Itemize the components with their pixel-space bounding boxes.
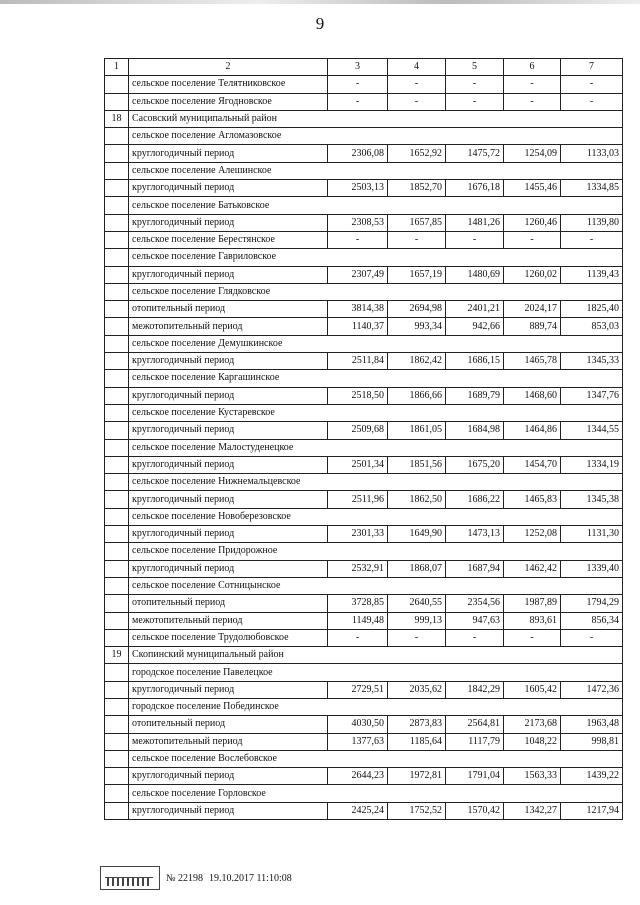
row-label: сельское поселение Берестянское: [129, 231, 328, 248]
row-number-cell: [105, 560, 129, 577]
value-cell: 1139,43: [561, 266, 623, 283]
row-number-cell: [105, 370, 129, 387]
settlement-name: сельское поселение Алешинское: [129, 162, 623, 179]
row-label: межотопительный период: [129, 733, 328, 750]
value-cell: 1686,22: [446, 491, 504, 508]
value-cell: 4030,50: [328, 716, 388, 733]
settlement-name: сельское поселение Сотницынское: [129, 577, 623, 594]
table-row: [105, 629, 623, 646]
table-row: [105, 266, 623, 283]
value-cell: 1825,40: [561, 301, 623, 318]
table-row: [105, 595, 623, 612]
row-number-cell: [105, 301, 129, 318]
value-cell: 1252,08: [504, 526, 561, 543]
value-cell: 853,03: [561, 318, 623, 335]
settlement-name: сельское поселение Глядковское: [129, 283, 623, 300]
settlement-name: сельское поселение Горловское: [129, 785, 623, 802]
settlement-name: сельское поселение Каргашинское: [129, 370, 623, 387]
settlement-name: городское поселение Павелецкое: [129, 664, 623, 681]
row-number-cell: [105, 93, 129, 110]
row-label: межотопительный период: [129, 318, 328, 335]
row-label: круглогодичный период: [129, 526, 328, 543]
value-cell: 3814,38: [328, 301, 388, 318]
value-cell: -: [446, 231, 504, 248]
row-number-cell: [105, 422, 129, 439]
value-cell: 2509,68: [328, 422, 388, 439]
value-cell: 2640,55: [388, 595, 446, 612]
row-number-cell: [105, 716, 129, 733]
value-cell: 1791,04: [446, 768, 504, 785]
settlement-row: [105, 335, 623, 352]
value-cell: -: [388, 76, 446, 93]
value-cell: 2425,24: [328, 802, 388, 819]
value-cell: -: [504, 629, 561, 646]
row-number-cell: [105, 162, 129, 179]
row-label: круглогодичный период: [129, 456, 328, 473]
value-cell: 2873,83: [388, 716, 446, 733]
value-cell: 2511,84: [328, 353, 388, 370]
value-cell: 1260,02: [504, 266, 561, 283]
value-cell: 2024,17: [504, 301, 561, 318]
settlement-name: сельское поселение Демушкинское: [129, 335, 623, 352]
value-cell: 1345,38: [561, 491, 623, 508]
row-number-cell: [105, 145, 129, 162]
value-cell: 1117,79: [446, 733, 504, 750]
row-number-cell: [105, 283, 129, 300]
district-number: 18: [105, 110, 129, 127]
value-cell: -: [388, 629, 446, 646]
value-cell: 1852,70: [388, 180, 446, 197]
table-row: [105, 681, 623, 698]
document-number: № 22198: [166, 872, 204, 884]
header-cell: 7: [561, 59, 623, 76]
row-number-cell: [105, 249, 129, 266]
settlement-row: [105, 162, 623, 179]
value-cell: -: [328, 629, 388, 646]
settlement-name: сельское поселение Агломазовское: [129, 128, 623, 145]
value-cell: 2308,53: [328, 214, 388, 231]
row-number-cell: [105, 353, 129, 370]
value-cell: 1475,72: [446, 145, 504, 162]
settlement-row: [105, 785, 623, 802]
row-label: круглогодичный период: [129, 802, 328, 819]
table-row: [105, 716, 623, 733]
settlement-row: [105, 474, 623, 491]
table-row: [105, 76, 623, 93]
row-number-cell: [105, 76, 129, 93]
value-cell: 2694,98: [388, 301, 446, 318]
row-number-cell: [105, 733, 129, 750]
value-cell: -: [446, 629, 504, 646]
table-row: [105, 491, 623, 508]
table-row: [105, 180, 623, 197]
header-row: [105, 59, 623, 76]
government-building-logo-icon: [100, 866, 160, 890]
value-cell: 947,63: [446, 612, 504, 629]
value-cell: 1334,85: [561, 180, 623, 197]
row-label: круглогодичный период: [129, 387, 328, 404]
value-cell: 998,81: [561, 733, 623, 750]
table-row: [105, 560, 623, 577]
settlement-row: [105, 128, 623, 145]
value-cell: 1454,70: [504, 456, 561, 473]
row-number-cell: [105, 595, 129, 612]
value-cell: -: [504, 93, 561, 110]
row-number-cell: [105, 404, 129, 421]
value-cell: 1649,90: [388, 526, 446, 543]
settlement-row: [105, 543, 623, 560]
row-number-cell: [105, 802, 129, 819]
row-number-cell: [105, 456, 129, 473]
value-cell: 1861,05: [388, 422, 446, 439]
settlement-name: сельское поселение Придорожное: [129, 543, 623, 560]
value-cell: -: [561, 629, 623, 646]
timestamp: 19.10.2017 11:10:08: [209, 872, 292, 884]
table-row: [105, 733, 623, 750]
row-label: сельское поселение Трудолюбовское: [129, 629, 328, 646]
value-cell: 2644,23: [328, 768, 388, 785]
value-cell: 1140,37: [328, 318, 388, 335]
value-cell: 1657,19: [388, 266, 446, 283]
row-label: отопительный период: [129, 301, 328, 318]
table-row: [105, 318, 623, 335]
value-cell: 2354,56: [446, 595, 504, 612]
value-cell: 1862,50: [388, 491, 446, 508]
district-name: Скопинский муниципальный район: [129, 647, 623, 664]
district-name: Сасовский муниципальный район: [129, 110, 623, 127]
value-cell: 1689,79: [446, 387, 504, 404]
value-cell: 1963,48: [561, 716, 623, 733]
value-cell: 2301,33: [328, 526, 388, 543]
footer: [100, 866, 292, 890]
row-number-cell: [105, 768, 129, 785]
value-cell: 1862,42: [388, 353, 446, 370]
value-cell: 2401,21: [446, 301, 504, 318]
value-cell: 1139,80: [561, 214, 623, 231]
row-label: отопительный период: [129, 716, 328, 733]
row-number-cell: [105, 231, 129, 248]
value-cell: -: [328, 231, 388, 248]
value-cell: 2306,08: [328, 145, 388, 162]
value-cell: 942,66: [446, 318, 504, 335]
row-number-cell: [105, 318, 129, 335]
value-cell: 1480,69: [446, 266, 504, 283]
row-number-cell: [105, 335, 129, 352]
table-row: [105, 612, 623, 629]
value-cell: 1842,29: [446, 681, 504, 698]
row-label: отопительный период: [129, 595, 328, 612]
value-cell: 1344,55: [561, 422, 623, 439]
value-cell: 1131,30: [561, 526, 623, 543]
settlement-name: сельское поселение Батьковское: [129, 197, 623, 214]
settlement-row: [105, 664, 623, 681]
value-cell: 2532,91: [328, 560, 388, 577]
value-cell: 2511,96: [328, 491, 388, 508]
row-number-cell: [105, 128, 129, 145]
value-cell: 2503,13: [328, 180, 388, 197]
row-number-cell: [105, 387, 129, 404]
row-label: круглогодичный период: [129, 145, 328, 162]
value-cell: 1657,85: [388, 214, 446, 231]
value-cell: 2729,51: [328, 681, 388, 698]
district-row: [105, 110, 623, 127]
value-cell: -: [446, 76, 504, 93]
value-cell: 1377,63: [328, 733, 388, 750]
value-cell: -: [504, 76, 561, 93]
value-cell: 1675,20: [446, 456, 504, 473]
row-label: сельское поселение Ягодновское: [129, 93, 328, 110]
value-cell: 1260,46: [504, 214, 561, 231]
value-cell: 1687,94: [446, 560, 504, 577]
value-cell: 1652,92: [388, 145, 446, 162]
value-cell: 1455,46: [504, 180, 561, 197]
value-cell: 1684,98: [446, 422, 504, 439]
value-cell: 1339,40: [561, 560, 623, 577]
row-number-cell: [105, 180, 129, 197]
settlement-name: сельское поселение Гавриловское: [129, 249, 623, 266]
settlement-row: [105, 404, 623, 421]
value-cell: 1851,56: [388, 456, 446, 473]
value-cell: 1439,22: [561, 768, 623, 785]
value-cell: 2518,50: [328, 387, 388, 404]
value-cell: 1605,42: [504, 681, 561, 698]
header-cell: 6: [504, 59, 561, 76]
value-cell: 1481,26: [446, 214, 504, 231]
value-cell: -: [328, 76, 388, 93]
value-cell: 1686,15: [446, 353, 504, 370]
value-cell: -: [388, 93, 446, 110]
header-cell: 4: [388, 59, 446, 76]
table-row: [105, 214, 623, 231]
value-cell: 893,61: [504, 612, 561, 629]
district-row: [105, 647, 623, 664]
settlement-row: [105, 439, 623, 456]
value-cell: 1866,66: [388, 387, 446, 404]
value-cell: 1254,09: [504, 145, 561, 162]
value-cell: 2564,81: [446, 716, 504, 733]
page-number: 9: [315, 14, 325, 33]
header-cell: 1: [105, 59, 129, 76]
settlement-row: [105, 750, 623, 767]
row-number-cell: [105, 526, 129, 543]
scan-edge: [0, 0, 640, 4]
settlement-row: [105, 370, 623, 387]
value-cell: 1217,94: [561, 802, 623, 819]
row-number-cell: [105, 508, 129, 525]
row-number-cell: [105, 491, 129, 508]
row-label: круглогодичный период: [129, 491, 328, 508]
value-cell: 1342,27: [504, 802, 561, 819]
row-label: круглогодичный период: [129, 422, 328, 439]
value-cell: 1468,60: [504, 387, 561, 404]
value-cell: 1347,76: [561, 387, 623, 404]
value-cell: 1345,33: [561, 353, 623, 370]
value-cell: 3728,85: [328, 595, 388, 612]
row-number-cell: [105, 474, 129, 491]
row-number-cell: [105, 197, 129, 214]
row-label: межотопительный период: [129, 612, 328, 629]
row-number-cell: [105, 698, 129, 715]
value-cell: -: [561, 76, 623, 93]
value-cell: -: [446, 93, 504, 110]
row-number-cell: [105, 577, 129, 594]
row-number-cell: [105, 750, 129, 767]
value-cell: 1465,78: [504, 353, 561, 370]
value-cell: -: [561, 93, 623, 110]
value-cell: 1972,81: [388, 768, 446, 785]
table-row: [105, 145, 623, 162]
row-label: круглогодичный период: [129, 681, 328, 698]
value-cell: 1794,29: [561, 595, 623, 612]
value-cell: -: [561, 231, 623, 248]
settlement-row: [105, 283, 623, 300]
row-number-cell: [105, 629, 129, 646]
settlement-name: городское поселение Побединское: [129, 698, 623, 715]
row-label: круглогодичный период: [129, 266, 328, 283]
settlement-row: [105, 698, 623, 715]
value-cell: 1868,07: [388, 560, 446, 577]
district-number: 19: [105, 647, 129, 664]
tariff-table: [104, 58, 623, 820]
value-cell: 993,34: [388, 318, 446, 335]
header-cell: 3: [328, 59, 388, 76]
value-cell: -: [328, 93, 388, 110]
value-cell: 1752,52: [388, 802, 446, 819]
table-row: [105, 231, 623, 248]
value-cell: 1464,86: [504, 422, 561, 439]
value-cell: 1334,19: [561, 456, 623, 473]
table-row: [105, 387, 623, 404]
table-row: [105, 353, 623, 370]
row-number-cell: [105, 681, 129, 698]
table-row: [105, 93, 623, 110]
value-cell: -: [388, 231, 446, 248]
settlement-row: [105, 508, 623, 525]
table-row: [105, 422, 623, 439]
settlement-name: сельское поселение Кустаревское: [129, 404, 623, 421]
value-cell: 1676,18: [446, 180, 504, 197]
settlement-name: сельское поселение Нижнемальцевское: [129, 474, 623, 491]
row-number-cell: [105, 266, 129, 283]
row-number-cell: [105, 214, 129, 231]
row-label: круглогодичный период: [129, 214, 328, 231]
row-label: сельское поселение Телятниковское: [129, 76, 328, 93]
row-label: круглогодичный период: [129, 768, 328, 785]
value-cell: 2501,34: [328, 456, 388, 473]
value-cell: 2307,49: [328, 266, 388, 283]
table-row: [105, 802, 623, 819]
value-cell: 1570,42: [446, 802, 504, 819]
value-cell: 1462,42: [504, 560, 561, 577]
table-row: [105, 456, 623, 473]
row-label: круглогодичный период: [129, 560, 328, 577]
table-row: [105, 301, 623, 318]
header-cell: 5: [446, 59, 504, 76]
settlement-name: сельское поселение Новоберезовское: [129, 508, 623, 525]
settlement-row: [105, 197, 623, 214]
row-number-cell: [105, 439, 129, 456]
value-cell: 856,34: [561, 612, 623, 629]
row-number-cell: [105, 785, 129, 802]
value-cell: 1472,36: [561, 681, 623, 698]
settlement-row: [105, 249, 623, 266]
value-cell: 2173,68: [504, 716, 561, 733]
settlement-row: [105, 577, 623, 594]
row-number-cell: [105, 543, 129, 560]
value-cell: 1048,22: [504, 733, 561, 750]
header-cell: 2: [129, 59, 328, 76]
value-cell: 2035,62: [388, 681, 446, 698]
table-row: [105, 768, 623, 785]
value-cell: -: [504, 231, 561, 248]
row-label: круглогодичный период: [129, 180, 328, 197]
table-row: [105, 526, 623, 543]
value-cell: 1185,64: [388, 733, 446, 750]
value-cell: 889,74: [504, 318, 561, 335]
value-cell: 1473,13: [446, 526, 504, 543]
value-cell: 1465,83: [504, 491, 561, 508]
settlement-name: сельское поселение Малостуденецкое: [129, 439, 623, 456]
value-cell: 1149,48: [328, 612, 388, 629]
value-cell: 1987,89: [504, 595, 561, 612]
row-number-cell: [105, 664, 129, 681]
value-cell: 999,13: [388, 612, 446, 629]
value-cell: 1133,03: [561, 145, 623, 162]
row-number-cell: [105, 612, 129, 629]
row-label: круглогодичный период: [129, 353, 328, 370]
value-cell: 1563,33: [504, 768, 561, 785]
settlement-name: сельское поселение Вослебовское: [129, 750, 623, 767]
